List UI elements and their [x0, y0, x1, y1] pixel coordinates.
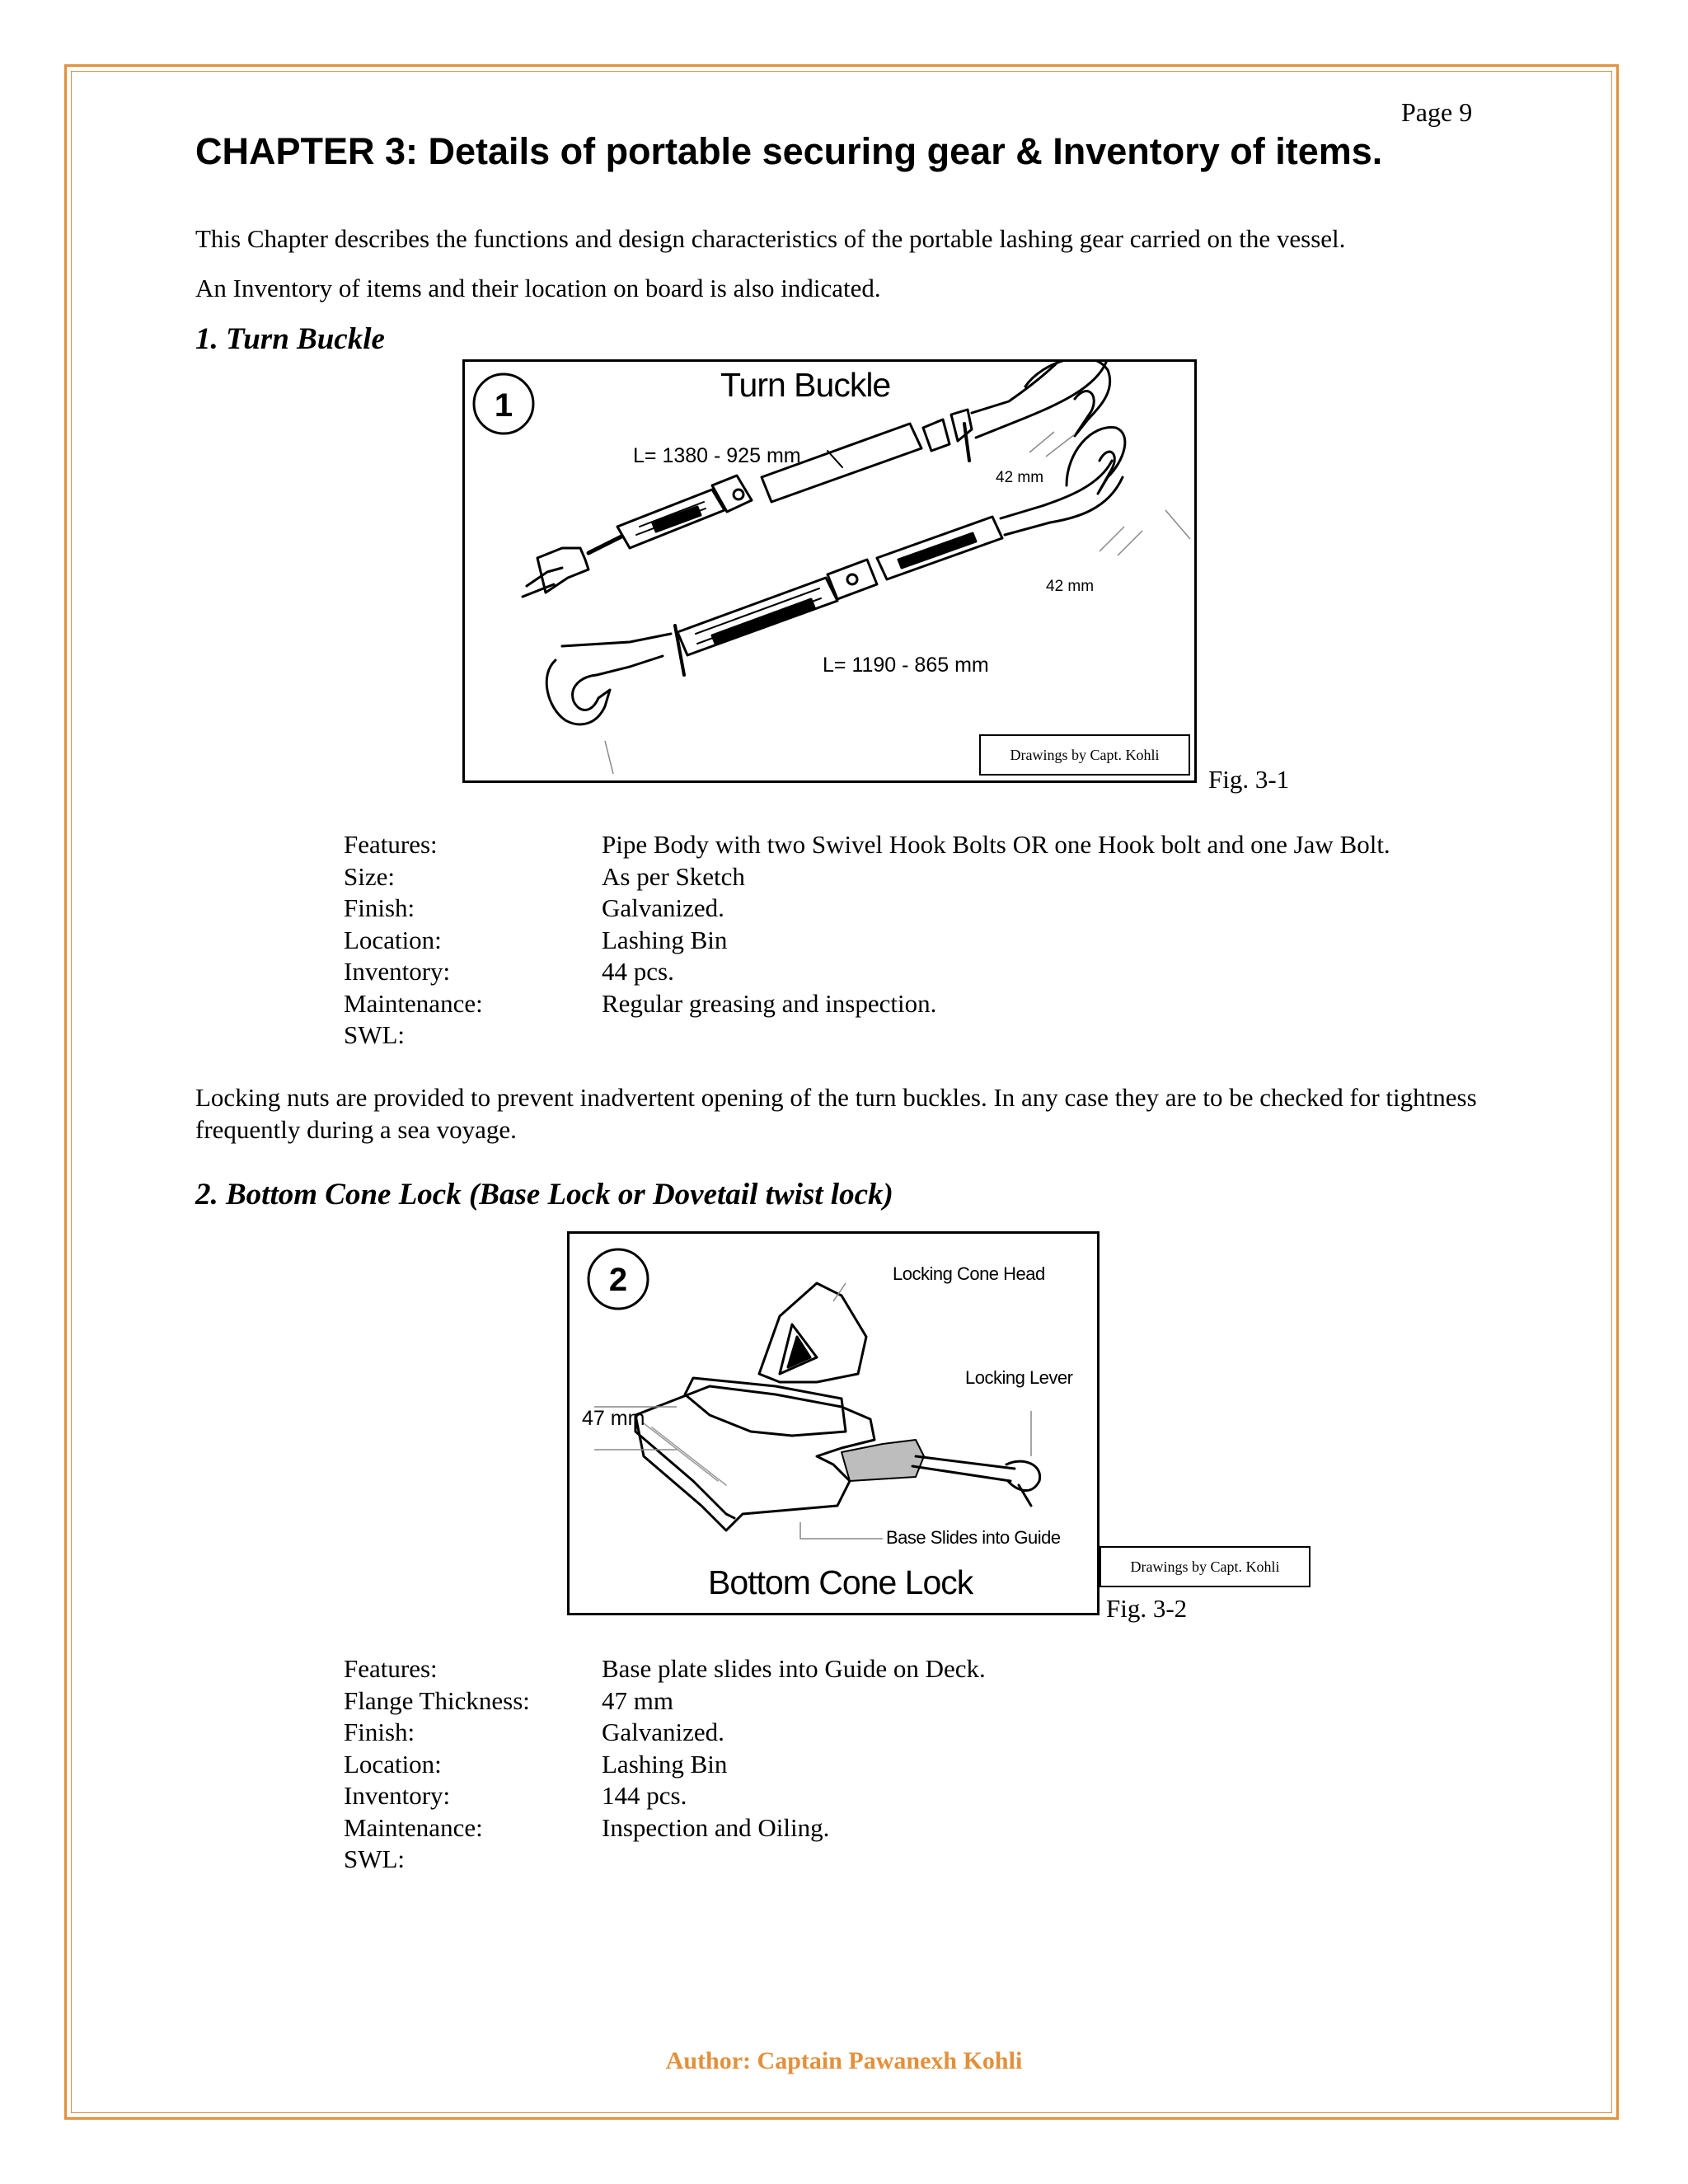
spec-row — [344, 1749, 986, 1781]
page-number: Page 9 — [1401, 97, 1473, 127]
label-flange-thickness: 47 mm — [582, 1407, 645, 1430]
spec-value: 44 pcs. — [602, 957, 674, 986]
figure-turn-buckle — [462, 359, 1197, 783]
spec-key: Features: — [344, 1654, 438, 1683]
spec-row — [344, 1844, 986, 1876]
spec-key: Inventory: — [344, 957, 451, 986]
spec-key: SWL: — [344, 1020, 406, 1049]
spec-row — [344, 1685, 986, 1718]
spec-value: Regular greasing and inspection. — [602, 988, 937, 1018]
spec-row — [344, 956, 1390, 988]
author-footer: Author: Captain Pawanexh Kohli — [665, 2047, 1023, 2074]
spec-list-bottom-cone-lock — [344, 1653, 986, 1876]
cone-lock-drawing — [570, 1234, 1097, 1613]
label-locking-cone-head: Locking Cone Head — [893, 1263, 1045, 1284]
spec-row — [344, 1780, 986, 1812]
figure-number-1: 1 — [494, 387, 513, 424]
locking-nuts-note: Locking nuts are provided to prevent inadvertent opening of the turn buckles. In any case they are to be checked for tightness frequently during a sea voyage. — [195, 1083, 1477, 1144]
figure-caption-3-1: Fig. 3-1 — [1208, 765, 1290, 794]
spec-value: Pipe Body with two Swivel Hook Bolts OR one Hook bolt and one Jaw Bolt. — [602, 830, 1390, 859]
spec-row — [344, 988, 1390, 1020]
spec-value: Galvanized. — [602, 1718, 724, 1746]
spec-value: 144 pcs. — [602, 1781, 687, 1810]
label-base-slides: Base Slides into Guide — [886, 1527, 1061, 1548]
spec-key: Location: — [344, 925, 442, 954]
spec-key: Flange Thickness: — [344, 1685, 530, 1715]
section-heading-turn-buckle: 1. Turn Buckle — [195, 322, 385, 356]
figure-caption-3-2: Fig. 3-2 — [1106, 1594, 1188, 1623]
spec-key: Finish: — [344, 893, 415, 922]
label-length-lower: L= 1190 - 865 mm — [823, 654, 989, 677]
spec-key: Maintenance: — [344, 988, 483, 1018]
spec-value: Lashing Bin — [602, 925, 728, 954]
spec-value: Inspection and Oiling. — [602, 1812, 830, 1842]
chapter-title: CHAPTER 3: Details of portable securing gear & Inventory of items. — [195, 130, 1383, 172]
spec-row — [344, 925, 1390, 957]
intro-line-1: This Chapter describes the functions and design characteristics of the portable lashing gear carried on the vessel. — [195, 224, 1346, 253]
spec-value: As per Sketch — [602, 861, 745, 891]
turn-buckle-drawing — [465, 362, 1194, 780]
label-hook-upper: 42 mm — [996, 469, 1044, 486]
spec-key: Size: — [344, 861, 395, 891]
drawing-credit-2: Drawings by Capt. Kohli — [1100, 1546, 1311, 1587]
figure-title-bottom-cone-lock: Bottom Cone Lock — [708, 1563, 973, 1601]
spec-key: Finish: — [344, 1718, 415, 1746]
figure-bottom-cone-lock — [567, 1231, 1100, 1615]
spec-row — [344, 1653, 986, 1685]
spec-value: Galvanized. — [602, 893, 724, 922]
intro-line-2: An Inventory of items and their location on board is also indicated. — [195, 274, 881, 302]
spec-row — [344, 1812, 986, 1844]
spec-key: Location: — [344, 1749, 442, 1779]
spec-row — [344, 829, 1390, 861]
figure-number-2: 2 — [608, 1262, 628, 1298]
spec-value: Lashing Bin — [602, 1749, 728, 1779]
spec-key: SWL: — [344, 1844, 406, 1873]
spec-row — [344, 1717, 986, 1749]
figure-title-turn-buckle: Turn Buckle — [720, 366, 891, 404]
drawing-credit-1: Drawings by Capt. Kohli — [979, 734, 1190, 776]
spec-key: Maintenance: — [344, 1812, 483, 1842]
spec-key: Inventory: — [344, 1781, 451, 1810]
label-length-upper: L= 1380 - 925 mm — [633, 444, 801, 467]
spec-list-turn-buckle — [344, 829, 1390, 1052]
spec-value: 47 mm — [602, 1685, 673, 1715]
spec-row — [344, 861, 1390, 893]
spec-key: Features: — [344, 830, 438, 859]
label-hook-lower: 42 mm — [1046, 578, 1095, 595]
spec-value: Base plate slides into Guide on Deck. — [602, 1654, 986, 1683]
spec-row — [344, 893, 1390, 925]
section-heading-bottom-cone-lock: 2. Bottom Cone Lock (Base Lock or Dovetail twist lock) — [195, 1178, 893, 1212]
spec-row — [344, 1019, 1390, 1052]
label-locking-lever: Locking Lever — [965, 1367, 1073, 1388]
